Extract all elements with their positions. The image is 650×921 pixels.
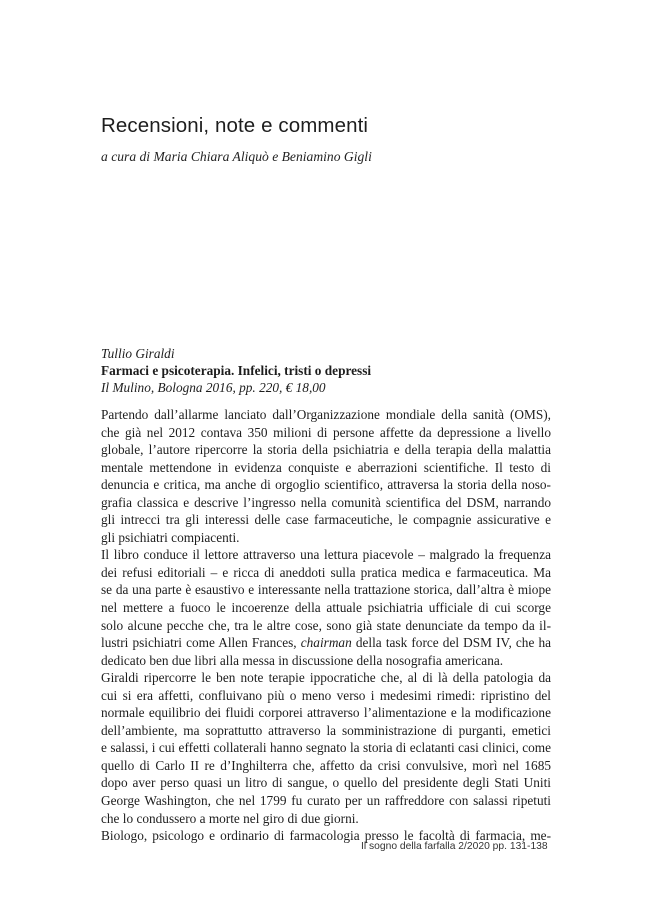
italic-term: chairman <box>300 635 352 651</box>
body-line: nel mettere a fuoco le incoerenze della attuale psichiatria ufficiale di cui scorge <box>101 600 551 616</box>
body-line: che già nel 2012 contava 350 milioni di persone affette da depressione a livello <box>101 424 551 440</box>
body-line: Il libro conduce il lettore attraverso una lettura piacevole – malgrado la frequenza <box>101 547 551 563</box>
body-line: mentale mettendone in evidenza conquiste e aberrazioni scientifiche. Il testo di <box>101 459 551 475</box>
body-line: e salassi, i cui effetti collaterali hanno segnato la storia di eclatanti casi clinici, come <box>101 740 551 756</box>
body-line: dedicato ben due libri alla messa in discussione della nosografia americana. <box>101 652 504 668</box>
body-line: che lo condussero a morte nel giro di due giorni. <box>101 810 359 826</box>
body-line: George Washington, che nel 1799 fu curato per un raffreddore con salassi ripetuti <box>101 793 551 809</box>
body-line: gli psichiatri compiacenti. <box>101 529 240 545</box>
section-curators: a cura di Maria Chiara Aliquò e Beniamino Gigli <box>101 149 372 164</box>
body-line: Giraldi ripercorre le ben note terapie ippocratiche che, al di là della patologia da <box>101 670 551 686</box>
body-line: se da una parte è esaustivo e interessante nella trattazione storica, dall’altra è miope <box>101 582 551 598</box>
body-line: solo alcune pecche che, tra le altre cose, sono già state denunciate da tempo da il- <box>101 617 551 633</box>
body-line: dopo aver perso quasi un litro di sangue, o quello del presidente degli Stati Uniti <box>101 775 551 791</box>
body-line: dell’ambiente, ma soprattutto attraverso la somministrazione di purganti, emetici <box>101 722 551 738</box>
body-line-part: lustri psichiatri come Allen Frances, <box>101 635 297 651</box>
book-title: Farmaci e psicoterapia. Infelici, tristi o depressi <box>101 363 372 379</box>
body-line-part: della task force del DSM IV, che ha <box>355 635 552 651</box>
book-reference <box>101 345 371 397</box>
body-line: denuncia e critica, ma anche di orgoglio scientifico, attraversa la storia della noso- <box>101 477 551 493</box>
body-line: dei refusi editoriali – e ricca di aneddoti sulla pratica medica e farmaceutica. Ma <box>101 564 551 580</box>
body-line: normale equilibrio dei fluidi corporei attraverso l’alimentazione e la modificazione <box>101 705 551 721</box>
book-author: Tullio Giraldi <box>101 346 175 361</box>
body-line: quello di Carlo II re d’Inghilterra che, affetto da crisi convulsive, morì nel 1685 <box>101 757 551 773</box>
book-publisher: Il Mulino, Bologna 2016, pp. 220, € 18,00 <box>101 380 326 396</box>
body-line: Biologo, psicologo e ordinario di farmacologia presso le facoltà di farmacia, me- <box>101 828 551 844</box>
body-line: cui si era affetti, confluivano più o meno verso i medesimi rimedi: ripristino del <box>101 687 551 703</box>
body-line-mixed <box>101 634 551 652</box>
body-line: gli intrecci tra gli interessi delle case farmaceutiche, le compagnie assicurative e <box>101 512 551 528</box>
body-line: Partendo dall’allarme lanciato dall’Organizzazione mondiale della sanità (OMS), <box>101 407 551 422</box>
section-title: Recensioni, note e commenti <box>101 114 369 137</box>
running-footer: Il sogno della farfalla 2/2020 pp. 131-138 <box>361 841 548 852</box>
body-line: grafia classica e descrive l’ingresso nella comunità scientifica del DSM, narrando <box>101 494 551 510</box>
review-body <box>101 406 551 845</box>
body-line: globale, l’autore ripercorre la storia della psichiatria e della terapia della malattia <box>101 442 551 458</box>
